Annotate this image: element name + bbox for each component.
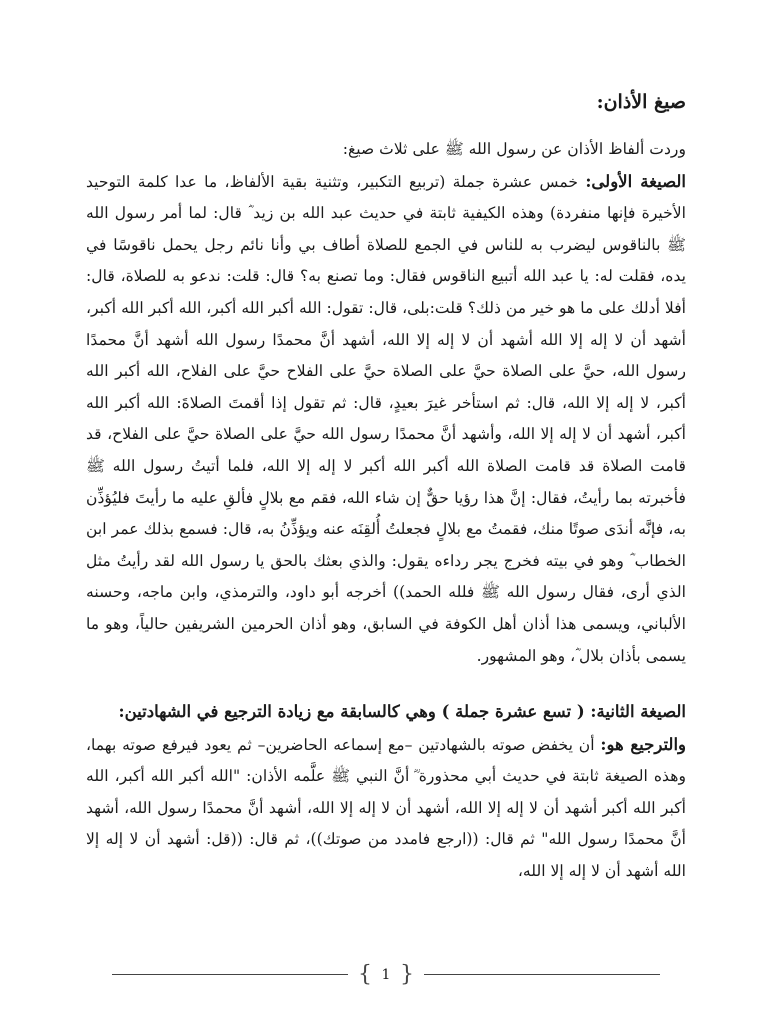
second-form-paragraph — [86, 729, 686, 888]
page-footer — [112, 960, 660, 990]
page-number: 1 — [381, 967, 391, 983]
first-form-label: الصيغة الأولى: — [585, 171, 686, 191]
second-form-heading-text: الصيغة الثانية: ( تسع عشرة جملة ) وهي كالسابقة مع زيادة الترجيع في الشهادتين: — [118, 702, 686, 722]
left-brace-icon: { — [358, 962, 372, 987]
right-brace-icon: } — [400, 962, 414, 987]
first-form-paragraph — [86, 166, 686, 673]
section-heading: صيغ الأذان: — [596, 91, 686, 113]
section-gap — [86, 672, 686, 696]
intro-paragraph: وردت ألفاظ الأذان عن رسول الله ﷺ على ثلاث صيغ: — [342, 140, 686, 158]
document-page — [86, 86, 686, 888]
footer-rule-right — [424, 974, 660, 975]
second-form-heading — [86, 696, 686, 729]
footer-rule-left — [112, 974, 348, 975]
first-form-text: خمس عشرة جملة (تربيع التكبير، وتثنية بقية الألفاظ، ما عدا كلمة التوحيد الأخيرة فإنها منفردة) وهذه الكيفية ثابتة في حديث عبد الله بن زيد ؓ قال: لما أمر رسول الله ﷺ بالناقوس ليضرب به للناس في الجمع للصلاة أطاف بي وأنا نائم رجل يحمل ناقوسًا في يده، فقلت له: يا عبد الله أتبيع الناقوس فقال: وما تصنع به؟ قال: قلت: ندعو به للصلاة، قال: أفلا أدلك على ما هو خير من ذلك؟ قلت:بلى، قال: تقول: الله أكبر الله أكبر، الله أكبر الله أكبر، أشهد أن لا إله إلا الله أشهد أن لا إله إلا الله، أشهد أنَّ محمدًا رسول الله أشهد أنَّ محمدًا رسول الله، حيَّ على الصلاة حيَّ على الصلاة حيَّ على الفلاح حيَّ على الفلاح، الله أكبر الله أكبر، لا إله إلا الله، قال: ثم استأخر غيرَ بعيدٍ، قال: ثم تقول إذا أقمتَ الصلاةَ: الله أكبر الله أكبر، أشهد أن لا إله إلا الله، وأشهد أنَّ محمدًا رسول الله حيَّ على الصلاة حيَّ على الفلاح، قد قامت الصلاة قد قامت الصلاة الله أكبر الله أكبر لا إله إلا الله، فلما أتيتُ رسول الله ﷺ فأخبرته بما رأيتُ، فقال: إنَّ هذا رؤيا حقٌّ إن شاء الله، فقم مع بلالٍ فألقِ عليه ما رأيتَ فليُؤذِّن به، فإنَّه أندَى صوتًا منك، فقمتُ مع بلالٍ فجعلتُ أُلقِنَه عنه ويؤذِّنُ به، قال: فسمع بذلك عمر ابن الخطاب ؓ وهو في بيته فخرج يجر رداءه يقول: والذي بعثك بالحق يا رسول الله لقد رأيتُ مثل الذي أرى، فقال رسول الله ﷺ فلله الحمد)) أخرجه أبو داود، والترمذي، وابن ماجه، وحسنه الألباني، ويسمى هذا أذان أهل الكوفة في السابق، وهو أذان الحرمين الشريفين حالياً، وهو ما يسمى بأذان بلال ؓ، وهو المشهور. — [86, 172, 686, 665]
second-form-label: والترجيع هو: — [600, 734, 687, 754]
page-number-box — [358, 960, 414, 990]
second-form-text: أن يخفض صوته بالشهادتين –مع إسماعه الحاضرين– ثم يعود فيرفع صوته بهما، وهذه الصيغة ثابتة في حديث أبي محذورة ؓ أنَّ النبي ﷺ علَّمه الأذان: "الله أكبر الله أكبر، الله أكبر الله أكبر أشهد أن لا إله إلا الله، أشهد أن لا إله إلا الله، أشهد أنَّ محمدًا رسول الله، أشهد أنَّ محمدًا رسول الله" ثم قال: ((ارجع فامدد من صوتك))، ثم قال: ((قل: أشهد أن لا إله إلا الله أشهد أن لا إله إلا الله، — [86, 735, 686, 881]
